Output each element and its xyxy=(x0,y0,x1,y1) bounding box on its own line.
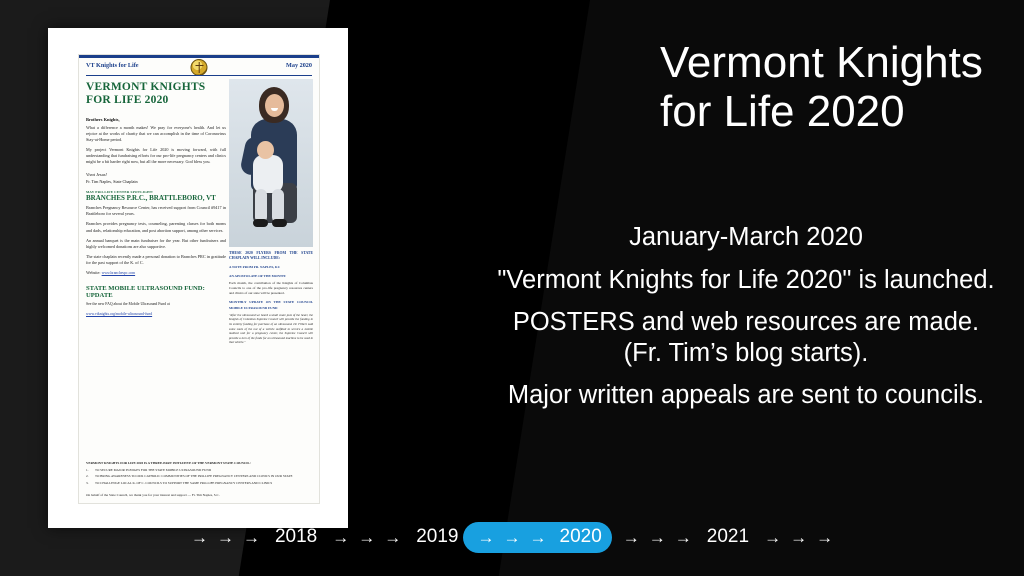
arrow-icon: → xyxy=(332,527,350,547)
section-kicker: MAY PRO-LIFE CENTER SPOTLIGHT: xyxy=(86,189,154,194)
sidebar-item-2-body: Each month, the contribution of the Knights of Columbus Councils to one of the pro-life pregnancy resources centers and clinics of our state will be presented. xyxy=(229,281,313,296)
footer-item-number: 2. xyxy=(86,474,89,479)
mother-and-baby-photo xyxy=(229,79,313,247)
knights-of-columbus-emblem-icon xyxy=(191,59,208,76)
letter-greeting: Brothers Knights, xyxy=(86,117,120,122)
footer-item-text: TO SECURE MAJOR PLEDGES FOR THE STATE MOBILE ULTRASOUND FUND xyxy=(95,468,212,473)
timeline-current-year-pill[interactable] xyxy=(463,522,612,553)
header-divider xyxy=(86,75,312,76)
arrow-icon: → xyxy=(358,527,376,547)
footer-item-number: 1. xyxy=(86,468,89,473)
letter-paragraph-1: What a difference a month makes! We pray for everyone's health. And let us rejoice at the works of charity that we can accomplish in the time of Coronavirus Stay-at-Home period. xyxy=(86,125,226,143)
timeline-year-2020[interactable]: 2020 xyxy=(559,526,602,547)
letter-signoff: Vivat Jesus! xyxy=(86,171,108,177)
slide-body-line-3: POSTERS and web resources are made. (Fr. Tim’s blog starts). xyxy=(512,308,980,367)
newsletter-title: VERMONT KNIGHTS FOR LIFE 2020 xyxy=(86,81,206,106)
timeline-year-2021[interactable]: 2021 xyxy=(706,526,750,547)
website-label: Website: xyxy=(86,270,101,275)
newsletter-sidebar xyxy=(229,251,313,348)
footer-list-item xyxy=(86,474,312,479)
slide-body-line-1: January-March 2020 xyxy=(629,223,863,251)
photo-baby-leg-left xyxy=(255,189,267,223)
slide-headline: Vermont Knights for Life 2020 xyxy=(660,38,983,137)
arrow-icon: → xyxy=(503,527,521,547)
slide-body xyxy=(496,222,996,425)
footer-item-number: 3. xyxy=(86,480,89,485)
newsletter-footer-list xyxy=(86,461,312,487)
arrow-icon: → xyxy=(790,527,808,547)
newsletter-image xyxy=(48,28,348,528)
timeline-arrows-group xyxy=(180,529,271,546)
footer-list-title: VERMONT KNIGHTS FOR LIFE 2020 IS A THREE-PART INITIATIVE OF THE VERMONT STATE COUNCIL: xyxy=(86,461,251,466)
arrow-icon: → xyxy=(622,527,640,547)
arrow-icon: → xyxy=(216,527,234,547)
footer-list-item xyxy=(86,481,312,486)
section-one-paragraph-4: The state chaplain recently made a personal donation to Branches PRC in gratitude for the past support of the K. of C. xyxy=(86,253,226,265)
photo-baby-leg-right xyxy=(272,189,284,223)
arrow-icon: → xyxy=(477,527,495,547)
arrow-icon: → xyxy=(529,527,547,547)
section-one-paragraph-1: Branches Pregnancy Resource Center, has received support from Council #9417 in Brattleboro for several years. xyxy=(86,205,226,217)
sidebar-item-3-heading: MONTHLY UPDATE ON THE STATE COUNCIL MOBILE ULTRASOUND FUND xyxy=(229,300,313,310)
section-two-paragraph: See the new FAQ about the Mobile Ultrasound Fund at xyxy=(86,302,170,306)
letter-paragraph-2: My project Vermont Knights for Life 2020 is moving forward, with full understanding that fundraising efforts for our pro-life pregnancy centers and clinics might be a bit harder right now, but all the more necessary. God bless you. xyxy=(86,147,226,165)
section-one-paragraph-3: An annual banquet is the main fundraiser for the year. But other fundraisers and highly welcomed donations are also supportive. xyxy=(86,237,226,249)
section-one-heading: BRANCHES P.R.C., BRATTLEBORO, VT xyxy=(86,193,216,202)
website-line xyxy=(86,270,226,277)
arrow-icon: → xyxy=(190,527,208,547)
timeline xyxy=(0,520,1024,554)
arrow-icon: → xyxy=(242,527,260,547)
newsletter-closing: On behalf of the State Council, we thank you for your interest and support — Fr. Tim Naples, S.C. xyxy=(86,493,220,497)
arrow-icon: → xyxy=(384,527,402,547)
newsletter-page xyxy=(78,54,320,504)
arrow-icon: → xyxy=(816,527,834,547)
page-top-rule xyxy=(79,55,319,58)
footer-item-text: TO CHALLENGE LOCAL K. OF C. COUNCILS TO SUPPORT THE SAME PRO-LIFE PREGNANCY CENTERS AND CLINICS xyxy=(95,480,273,485)
arrow-icon: → xyxy=(674,527,692,547)
sidebar-item-3-body: "After the ultrasound we heard a small snare puts of the heart, the Knights of Columbus Supreme Council will provide the funding in its entirety funding for purchase of an ultrasound. Dr. Filbert said some souls of the not of a vehicle outfitted to service a mobile medical unit for a pregnancy center, the Supreme Council will provide a turn of the funds for an ultrasound machine to be used in that vehicle." xyxy=(229,312,313,345)
section-one-paragraph-2: Branches provides pregnancy tests, counseling, parenting classes for both moms and dads, relationship education, and post abortion support, among other services. xyxy=(86,221,226,233)
timeline-arrows-group xyxy=(612,529,703,546)
slide-body-line-4: Major written appeals are sent to councils. xyxy=(507,381,985,410)
website-link[interactable]: www.branchespc.com xyxy=(101,271,136,275)
timeline-year-2018[interactable]: 2018 xyxy=(274,526,318,547)
photo-baby-shoe-right xyxy=(272,219,287,227)
ultrasound-fund-link[interactable]: www.vtknights.org/mobile-ultrasound-fund xyxy=(86,311,153,316)
timeline-arrows-group xyxy=(321,529,412,546)
photo-baby-head xyxy=(257,141,274,159)
sidebar-item-1-heading: A NOTE FROM FR. NAPLES, KC xyxy=(229,264,281,269)
timeline-arrows-group xyxy=(753,529,844,546)
letter-byline: Fr. Tim Naples, State Chaplain xyxy=(86,178,138,184)
photo-baby-shoe-left xyxy=(253,219,268,227)
slide-body-line-2: "Vermont Knights for Life 2020" is launched. xyxy=(497,265,995,294)
sidebar-item-2-heading: AN APOSTOLATE OF THE MONTH: xyxy=(229,273,286,278)
newsletter-header-right: May 2020 xyxy=(286,62,312,69)
newsletter-header-left: VT Knights for Life xyxy=(86,62,139,69)
timeline-arrows-group xyxy=(469,529,556,546)
photo-mother-face xyxy=(265,94,284,117)
section-two-heading: STATE MOBILE ULTRASOUND FUND: UPDATE xyxy=(86,284,205,299)
footer-item-text: TO BRING AWARENESS TO OUR CATHOLIC COMMUNITIES OF THE PRO-LIFE PREGNANCY CENTERS AND CLINICS IN OUR STATE xyxy=(95,474,293,479)
arrow-icon: → xyxy=(764,527,782,547)
timeline-year-2019[interactable]: 2019 xyxy=(416,526,459,547)
arrow-icon: → xyxy=(648,527,666,547)
footer-list-item xyxy=(86,468,312,473)
newsletter-main-column xyxy=(86,117,226,321)
sidebar-heading: THESE 2020 FLYERS FROM THE STATE CHAPLAIN WILL INCLUDE: xyxy=(229,251,313,260)
photo-baby-body xyxy=(253,155,283,193)
